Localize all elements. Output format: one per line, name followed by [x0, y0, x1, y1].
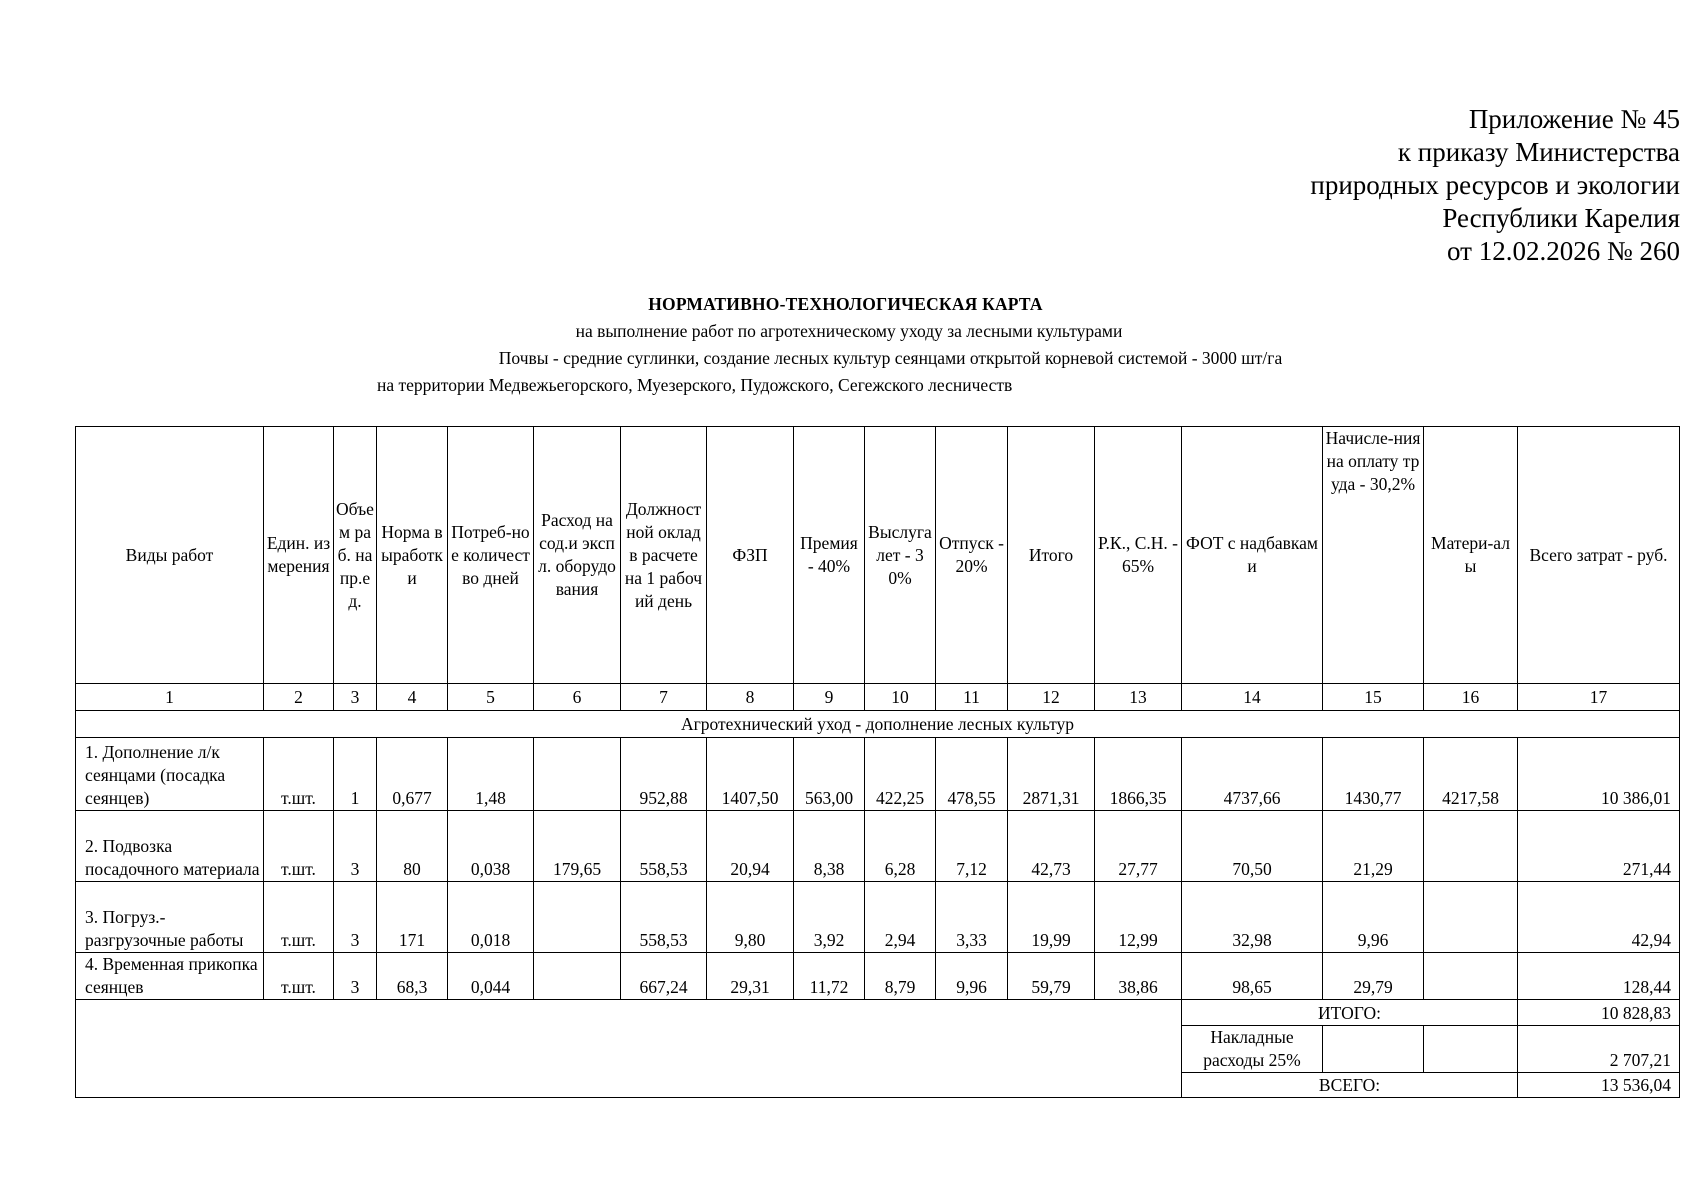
column-number: 14	[1182, 684, 1323, 711]
column-number: 9	[794, 684, 865, 711]
col-header-equipment: Расход на сод.и экспл. оборудования	[534, 427, 621, 684]
overhead-empty-cell	[1323, 1026, 1424, 1073]
subtotal-label: ИТОГО:	[1182, 1000, 1518, 1026]
appendix-order-ref: к приказу Министерства	[1397, 137, 1680, 167]
col-header-materials: Матери-алы	[1424, 427, 1518, 684]
col-header-fzp: ФЗП	[707, 427, 794, 684]
table-row	[76, 882, 1680, 953]
cell-rk: 27,77	[1095, 811, 1182, 882]
cell-equipment	[534, 882, 621, 953]
cell-materials	[1424, 811, 1518, 882]
cell-equipment	[534, 738, 621, 811]
col-header-total: Итого	[1008, 427, 1095, 684]
cell-accruals: 1430,77	[1323, 738, 1424, 811]
cell-volume: 1	[334, 738, 377, 811]
cell-seniority: 6,28	[865, 811, 936, 882]
appendix-header	[1310, 103, 1680, 268]
cell-work-name: 2. Подвозка посадочного материала	[76, 811, 264, 882]
column-number: 2	[264, 684, 334, 711]
subtotal-row	[76, 1000, 1680, 1026]
col-header-accruals: Начисле-ния на оплату труда - 30,2%	[1323, 427, 1424, 684]
cell-fzp: 29,31	[707, 953, 794, 1000]
cell-total: 19,99	[1008, 882, 1095, 953]
cell-seniority: 422,25	[865, 738, 936, 811]
cell-accruals: 29,79	[1323, 953, 1424, 1000]
cell-salary: 667,24	[621, 953, 707, 1000]
cell-fzp: 1407,50	[707, 738, 794, 811]
column-number: 4	[377, 684, 448, 711]
overhead-label: Накладные расходы 25%	[1182, 1026, 1323, 1073]
grand-total-value: 13 536,04	[1518, 1073, 1680, 1098]
section-title: Агротехнический уход - дополнение лесных культур	[76, 711, 1680, 738]
cell-all-costs: 271,44	[1518, 811, 1680, 882]
norm-table	[75, 426, 1680, 1098]
cell-days: 0,018	[448, 882, 534, 953]
cell-seniority: 2,94	[865, 882, 936, 953]
column-number: 16	[1424, 684, 1518, 711]
document-title-block	[0, 291, 1697, 399]
col-header-fot: ФОТ с надбавками	[1182, 427, 1323, 684]
cell-salary: 952,88	[621, 738, 707, 811]
cell-rk: 1866,35	[1095, 738, 1182, 811]
document-subtitle-purpose: на выполнение работ по агротехническому уходу за лесными культурами	[575, 321, 1123, 341]
column-number: 13	[1095, 684, 1182, 711]
cell-vacation: 3,33	[936, 882, 1008, 953]
cell-equipment	[534, 953, 621, 1000]
column-number: 3	[334, 684, 377, 711]
cell-norm: 0,677	[377, 738, 448, 811]
cell-unit: т.шт.	[264, 882, 334, 953]
cell-unit: т.шт.	[264, 953, 334, 1000]
cell-total: 42,73	[1008, 811, 1095, 882]
col-header-all-costs: Всего затрат - руб.	[1518, 427, 1680, 684]
cell-seniority: 8,79	[865, 953, 936, 1000]
column-number: 1	[76, 684, 264, 711]
cell-vacation: 478,55	[936, 738, 1008, 811]
cell-salary: 558,53	[621, 811, 707, 882]
column-number: 17	[1518, 684, 1680, 711]
cell-unit: т.шт.	[264, 811, 334, 882]
overhead-empty-cell	[1424, 1026, 1518, 1073]
document-subtitle-territory: на территории Медвежьегорского, Муезерского, Пудожского, Сегежского лесничеств	[377, 375, 1013, 395]
cell-fot: 70,50	[1182, 811, 1323, 882]
section-header-row	[76, 711, 1680, 738]
cell-work-name: 3. Погруз.-разгрузочные работы	[76, 882, 264, 953]
cell-days: 1,48	[448, 738, 534, 811]
cell-rk: 12,99	[1095, 882, 1182, 953]
column-number: 11	[936, 684, 1008, 711]
column-number: 5	[448, 684, 534, 711]
cell-materials	[1424, 953, 1518, 1000]
cell-accruals: 21,29	[1323, 811, 1424, 882]
cell-materials: 4217,58	[1424, 738, 1518, 811]
cell-unit: т.шт.	[264, 738, 334, 811]
cell-accruals: 9,96	[1323, 882, 1424, 953]
col-header-days: Потреб-ное количество дней	[448, 427, 534, 684]
overhead-value: 2 707,21	[1518, 1026, 1680, 1073]
cell-bonus: 11,72	[794, 953, 865, 1000]
cell-fot: 98,65	[1182, 953, 1323, 1000]
cell-days: 0,044	[448, 953, 534, 1000]
cell-volume: 3	[334, 811, 377, 882]
cell-equipment: 179,65	[534, 811, 621, 882]
grand-total-label: ВСЕГО:	[1182, 1073, 1518, 1098]
document-subtitle-soil: Почвы - средние суглинки, создание лесных культур сеянцами открытой корневой системой - 3000 шт/га	[498, 348, 1283, 368]
col-header-bonus: Премия - 40%	[794, 427, 865, 684]
cell-volume: 3	[334, 882, 377, 953]
col-header-salary: Должностной оклад в расчете на 1 рабочий день	[621, 427, 707, 684]
document-title: НОРМАТИВНО-ТЕХНОЛОГИЧЕСКАЯ КАРТА	[648, 294, 1043, 314]
column-number: 8	[707, 684, 794, 711]
cell-work-name: 4. Временная прикопка сеянцев	[76, 953, 264, 1000]
cell-norm: 171	[377, 882, 448, 953]
cell-bonus: 563,00	[794, 738, 865, 811]
cell-fzp: 9,80	[707, 882, 794, 953]
cell-salary: 558,53	[621, 882, 707, 953]
cell-days: 0,038	[448, 811, 534, 882]
cell-all-costs: 10 386,01	[1518, 738, 1680, 811]
cell-vacation: 9,96	[936, 953, 1008, 1000]
cell-norm: 80	[377, 811, 448, 882]
column-number: 15	[1323, 684, 1424, 711]
col-header-vacation: Отпуск - 20%	[936, 427, 1008, 684]
cell-volume: 3	[334, 953, 377, 1000]
column-number: 7	[621, 684, 707, 711]
appendix-republic: Республики Карелия	[1442, 203, 1680, 233]
column-number: 12	[1008, 684, 1095, 711]
col-header-volume: Объем раб. на пр.ед.	[334, 427, 377, 684]
cell-norm: 68,3	[377, 953, 448, 1000]
cell-bonus: 8,38	[794, 811, 865, 882]
appendix-date: от 12.02.2026 № 260	[1447, 236, 1680, 266]
header-row	[76, 427, 1680, 684]
cell-fot: 4737,66	[1182, 738, 1323, 811]
cell-materials	[1424, 882, 1518, 953]
cell-all-costs: 128,44	[1518, 953, 1680, 1000]
col-header-rk: Р.К., С.Н. - 65%	[1095, 427, 1182, 684]
col-header-norm: Норма выработки	[377, 427, 448, 684]
column-number: 10	[865, 684, 936, 711]
col-header-work-type: Виды работ	[76, 427, 264, 684]
cell-bonus: 3,92	[794, 882, 865, 953]
cell-fot: 32,98	[1182, 882, 1323, 953]
column-number: 6	[534, 684, 621, 711]
appendix-number: Приложение № 45	[1468, 104, 1680, 134]
cell-total: 2871,31	[1008, 738, 1095, 811]
col-header-seniority: Выслуга лет - 30%	[865, 427, 936, 684]
totals-blank-area	[76, 1000, 1182, 1098]
cell-fzp: 20,94	[707, 811, 794, 882]
cell-rk: 38,86	[1095, 953, 1182, 1000]
table-row	[76, 953, 1680, 1000]
table-row	[76, 738, 1680, 811]
cell-all-costs: 42,94	[1518, 882, 1680, 953]
subtotal-value: 10 828,83	[1518, 1000, 1680, 1026]
column-numbers-row	[76, 684, 1680, 711]
col-header-unit: Един. измерения	[264, 427, 334, 684]
cell-total: 59,79	[1008, 953, 1095, 1000]
table-row	[76, 811, 1680, 882]
cell-vacation: 7,12	[936, 811, 1008, 882]
cell-work-name: 1. Дополнение л/к сеянцами (посадка сеянцев)	[76, 738, 264, 811]
appendix-ministry: природных ресурсов и экологии	[1310, 170, 1680, 200]
